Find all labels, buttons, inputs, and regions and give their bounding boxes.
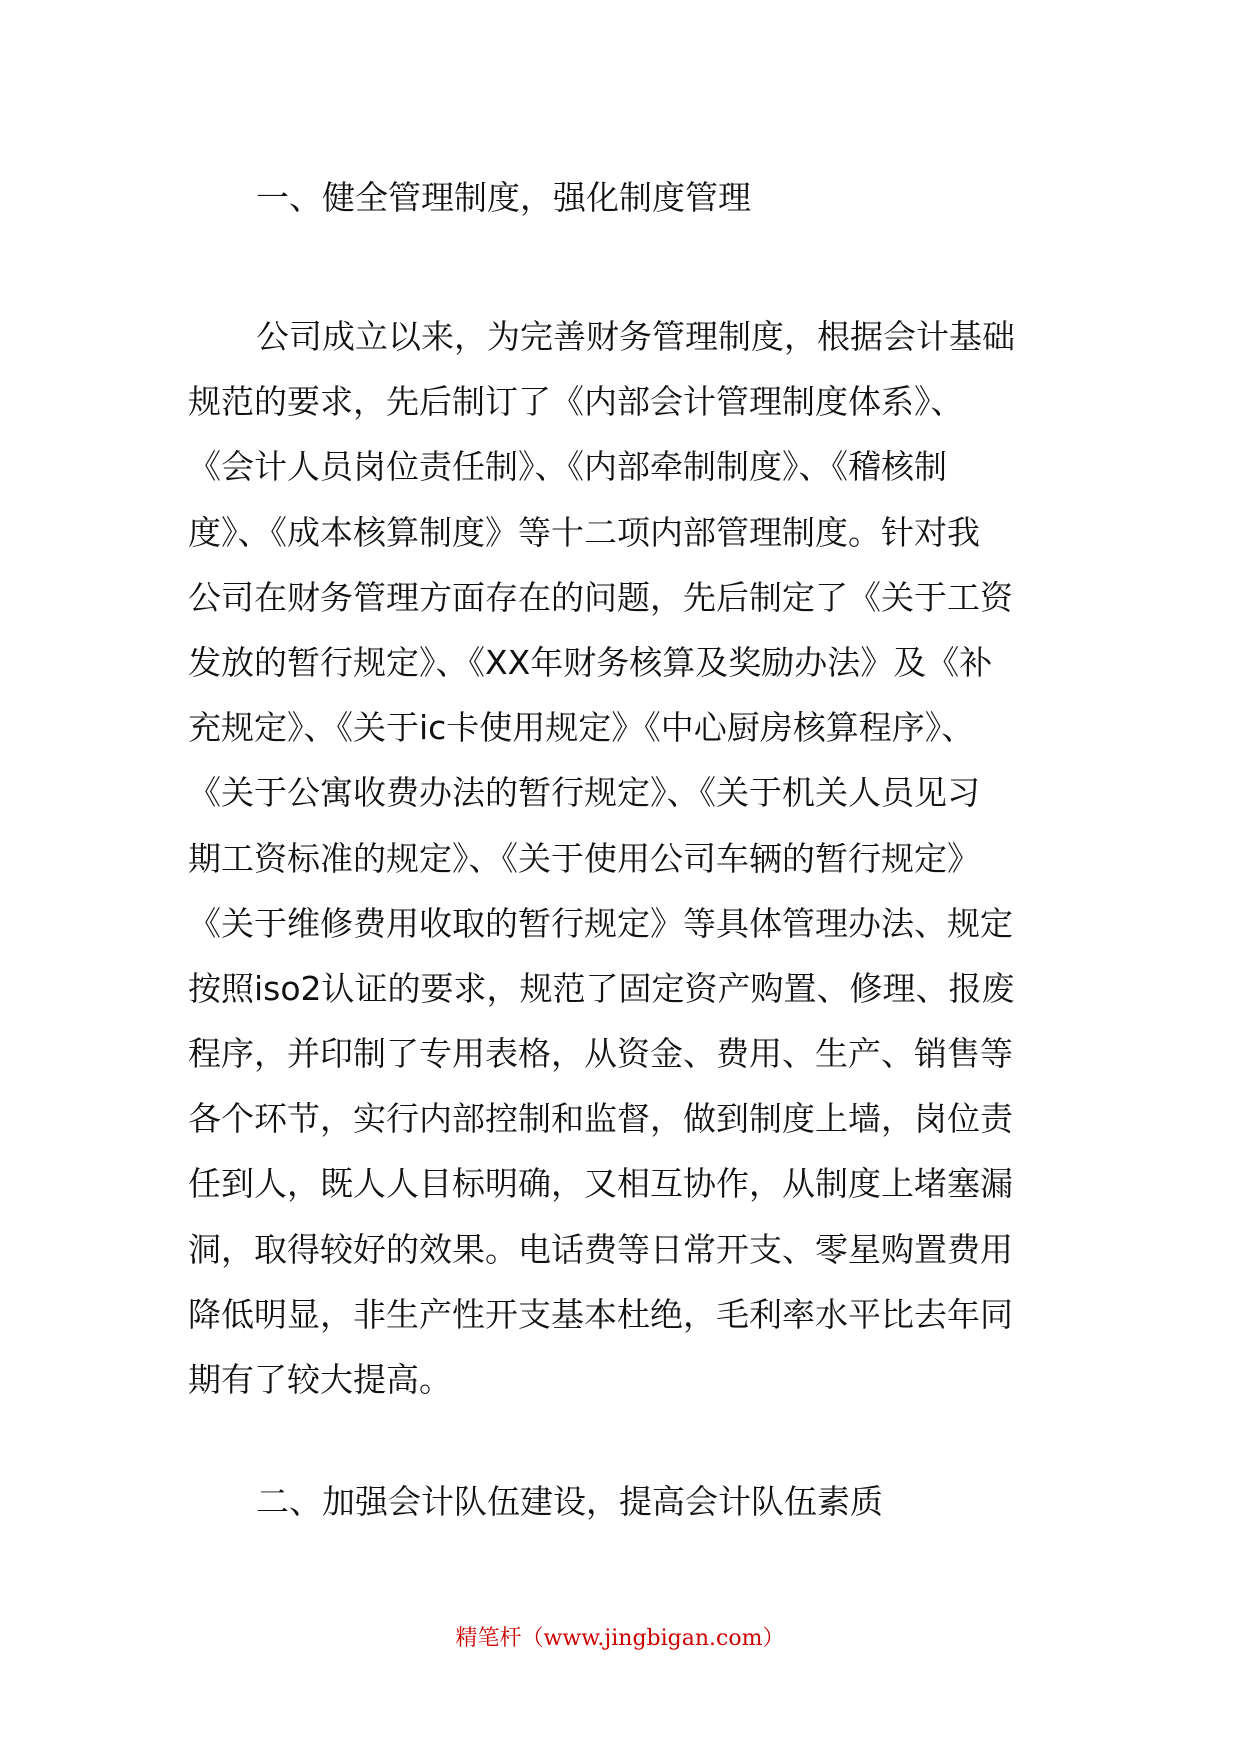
paragraph-line: 《会计人员岗位责任制》、《内部牵制制度》、《稽核制 <box>188 447 947 487</box>
paragraph-line: 充规定》、《关于ic卡使用规定》《中心厨房核算程序》、 <box>188 708 975 748</box>
paragraph-line: 降低明显，非生产性开支基本杜绝，毛利率水平比去年同 <box>188 1294 1013 1334</box>
paragraph-line: 发放的暂行规定》、《XX年财务核算及奖励办法》及《补 <box>188 642 993 682</box>
paragraph-line: 公司成立以来，为完善财务管理制度，根据会计基础 <box>256 317 1015 356</box>
section-heading-1: 一、健全管理制度，强化制度管理 <box>256 178 751 217</box>
paragraph-line: 规范的要求，先后制订了《内部会计管理制度体系》、 <box>188 382 964 422</box>
paragraph-line: 期有了较大提高。 <box>188 1360 452 1399</box>
paragraph-line: 度》、《成本核算制度》等十二项内部管理制度。针对我 <box>188 512 980 552</box>
paragraph-line: 任到人，既人人目标明确，又相互协作，从制度上堵塞漏 <box>188 1164 1013 1204</box>
paragraph-line: 《关于公寓收费办法的暂行规定》、《关于机关人员见习 <box>188 773 980 813</box>
paragraph-line: 洞，取得较好的效果。电话费等日常开支、零星购置费用 <box>188 1229 1013 1269</box>
paragraph-line: 按照iso2认证的要求，规范了固定资产购置、修理、报废 <box>188 968 1015 1008</box>
footer-watermark-link[interactable]: 精笔杆（www.jingbigan.com） <box>455 1626 785 1651</box>
paragraph-line: 期工资标准的规定》、《关于使用公司车辆的暂行规定》 <box>188 838 980 878</box>
section-heading-2: 二、加强会计队伍建设，提高会计队伍素质 <box>256 1482 883 1521</box>
paragraph-line: 各个环节，实行内部控制和监督，做到制度上墙，岗位责 <box>188 1099 1013 1139</box>
paragraph-line: 《关于维修费用收取的暂行规定》等具体管理办法、规定 <box>188 903 1013 943</box>
paragraph-line: 公司在财务管理方面存在的问题，先后制定了《关于工资 <box>188 577 1013 617</box>
body-paragraph <box>188 304 1068 1412</box>
paragraph-line: 程序，并印制了专用表格，从资金、费用、生产、销售等 <box>188 1034 1013 1074</box>
